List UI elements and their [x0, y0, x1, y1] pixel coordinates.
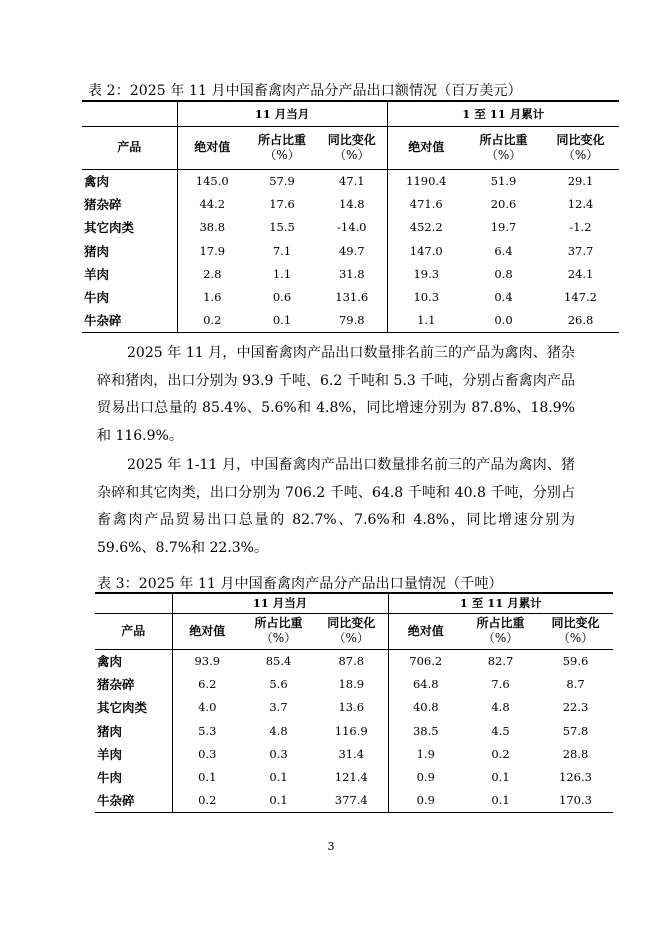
table-row: [82, 192, 619, 215]
value-cell: 64.8: [388, 672, 463, 695]
table-row: [95, 719, 613, 742]
table-row: [95, 672, 613, 695]
value-cell: 1.6: [177, 285, 247, 308]
value-cell: 0.8: [494, 266, 513, 281]
product-name-cell: 羊肉: [84, 266, 110, 282]
table2-col-share: 所占比重 （%）: [247, 126, 317, 169]
table2-col-yoy: 同比变化 （%）: [317, 126, 387, 169]
value-cell: 706.2: [388, 649, 463, 672]
value-cell: 2.8: [177, 262, 247, 285]
value-cell: 377.4: [315, 789, 388, 812]
table2-col-share-cum: 所占比重 （%）: [465, 126, 542, 169]
product-name-cell: 猪杂碎: [84, 196, 122, 212]
table3-col-yoy: 同比变化 （%）: [315, 613, 388, 649]
value-cell: 4.0: [172, 696, 242, 719]
value-cell: 40.8: [388, 696, 463, 719]
value-cell: 0.9: [388, 765, 463, 788]
table-row: [95, 742, 613, 765]
value-cell: 116.9: [334, 723, 368, 738]
table-row: [82, 239, 619, 262]
table2-col-abs-cum: 绝对值: [387, 126, 465, 169]
value-cell: -14.0: [337, 220, 367, 235]
value-cell: 29.1: [567, 173, 594, 188]
value-cell: 79.8: [317, 309, 387, 332]
value-cell: 37.7: [567, 243, 594, 258]
value-cell: 31.8: [338, 266, 365, 281]
value-cell: 19.7: [490, 220, 517, 235]
value-cell: 1.1: [387, 309, 465, 332]
value-cell: 1.1: [272, 266, 292, 281]
table3-col-abs: 绝对值: [172, 613, 242, 649]
value-cell: 170.3: [538, 789, 613, 812]
paragraph-2: 2025 年 1-11 月，中国畜禽肉产品出口数量排名前三的产品为禽肉、猪杂碎和其它肉类，出口分别为 706.2 千吨、64.8 千吨和 40.8 千吨，分别占畜禽肉产品贸易出口总量的 82.7%、7.6%和 4.8%，同比增速分别为 59.6%、8.7%和 22.3%。: [97, 457, 575, 556]
value-cell: 38.8: [177, 216, 247, 239]
value-cell: 0.9: [388, 789, 463, 812]
value-cell: 87.8: [338, 653, 365, 668]
value-cell: 59.6: [562, 653, 589, 668]
table3-col-product: 产品: [95, 613, 172, 649]
value-cell: 8.7: [566, 676, 585, 691]
table3-group-month: 11 月当月: [172, 593, 388, 613]
product-name-cell: 牛肉: [97, 770, 123, 786]
value-cell: 0.1: [491, 770, 510, 785]
paragraph-1: 2025 年 11 月，中国畜禽肉产品出口数量排名前三的产品为禽肉、猪杂碎和猪肉，出口分别为 93.9 千吨、6.2 千吨和 5.3 千吨，分别占畜禽肉产品贸易出口总量的 85.4%、5.6%和 4.8%，同比增速分别为 87.8%、18.9%和 116.9%。: [97, 345, 575, 444]
table3-col-share: 所占比重 （%）: [242, 613, 315, 649]
table2-export-value: [82, 100, 619, 333]
table-row: [82, 262, 619, 285]
value-cell: 51.9: [490, 173, 517, 188]
value-cell: 38.5: [388, 719, 463, 742]
value-cell: 7.6: [491, 676, 510, 691]
product-name-cell: 牛肉: [84, 290, 110, 306]
product-name-cell: 猪杂碎: [97, 676, 135, 692]
table3-group-cumulative: 1 至 11 月累计: [388, 593, 613, 613]
value-cell: 15.5: [269, 220, 295, 235]
product-name-cell: 禽肉: [97, 653, 123, 669]
value-cell: 3.7: [269, 700, 288, 715]
value-cell: 49.7: [338, 243, 365, 258]
table-row: [82, 169, 619, 192]
value-cell: 6.4: [494, 243, 513, 258]
table3-export-volume: [95, 592, 613, 813]
value-cell: 12.4: [567, 196, 594, 211]
value-cell: 0.1: [172, 765, 242, 788]
page-number: 3: [327, 840, 335, 853]
table2-group-month: 11 月当月: [177, 101, 387, 126]
value-cell: 147.2: [564, 290, 597, 305]
value-cell: 19.3: [387, 262, 465, 285]
table-row: [95, 696, 613, 719]
product-name-cell: 牛杂碎: [82, 309, 177, 332]
value-cell: 1190.4: [387, 169, 465, 192]
value-cell: 0.1: [242, 789, 315, 812]
value-cell: 57.8: [562, 723, 589, 738]
value-cell: 47.1: [338, 173, 365, 188]
product-name-cell: 其它肉类: [84, 220, 135, 236]
table2-col-yoy-cum: 同比变化 （%）: [542, 126, 619, 169]
table2-col-abs: 绝对值: [177, 126, 247, 169]
value-cell: 85.4: [265, 653, 292, 668]
product-name-cell: 其它肉类: [97, 700, 148, 716]
table-row: [82, 216, 619, 239]
value-cell: 5.3: [172, 719, 242, 742]
value-cell: -1.2: [569, 220, 592, 235]
table2-caption: 表 2：2025 年 11 月中国畜禽肉产品分产品出口额情况（百万美元）: [88, 83, 522, 99]
table3-col-abs-cum: 绝对值: [388, 613, 463, 649]
value-cell: 13.6: [338, 700, 365, 715]
value-cell: 44.2: [177, 192, 247, 215]
product-name-cell: 猪肉: [97, 723, 123, 739]
value-cell: 93.9: [172, 649, 242, 672]
value-cell: 20.6: [490, 196, 517, 211]
value-cell: 10.3: [387, 285, 465, 308]
value-cell: 0.2: [172, 789, 242, 812]
value-cell: 14.8: [338, 196, 365, 211]
value-cell: 0.6: [272, 290, 292, 305]
value-cell: 28.8: [562, 746, 589, 761]
value-cell: 0.0: [465, 309, 542, 332]
value-cell: 7.1: [272, 243, 292, 258]
table-row: [95, 765, 613, 788]
value-cell: 0.3: [172, 742, 242, 765]
value-cell: 0.1: [269, 770, 288, 785]
table-row: [95, 649, 613, 672]
product-name-cell: 猪肉: [84, 243, 110, 259]
value-cell: 0.4: [494, 290, 513, 305]
value-cell: 0.1: [247, 309, 317, 332]
value-cell: 452.2: [387, 216, 465, 239]
value-cell: 17.6: [269, 196, 295, 211]
table-row: [82, 309, 619, 332]
value-cell: 1.9: [388, 742, 463, 765]
table3-col-yoy-cum: 同比变化 （%）: [538, 613, 613, 649]
value-cell: 4.8: [491, 700, 510, 715]
value-cell: 4.5: [491, 723, 510, 738]
value-cell: 4.8: [269, 723, 288, 738]
value-cell: 0.2: [177, 309, 247, 332]
value-cell: 18.9: [338, 676, 365, 691]
table-row: [95, 789, 613, 812]
value-cell: 0.1: [463, 789, 538, 812]
value-cell: 22.3: [562, 700, 589, 715]
value-cell: 121.4: [334, 770, 368, 785]
value-cell: 0.3: [269, 746, 288, 761]
product-name-cell: 禽肉: [84, 173, 110, 189]
value-cell: 82.7: [487, 653, 514, 668]
table3-col-share-cum: 所占比重 （%）: [463, 613, 538, 649]
value-cell: 31.4: [338, 746, 365, 761]
value-cell: 145.0: [177, 169, 247, 192]
value-cell: 17.9: [177, 239, 247, 262]
value-cell: 471.6: [387, 192, 465, 215]
table2-col-product: 产品: [82, 126, 177, 169]
value-cell: 24.1: [567, 266, 594, 281]
value-cell: 57.9: [269, 173, 295, 188]
table2-group-cumulative: 1 至 11 月累计: [387, 101, 619, 126]
table-row: [82, 285, 619, 308]
table3-caption: 表 3：2025 年 11 月中国畜禽肉产品分产品出口量情况（千吨）: [97, 576, 503, 592]
product-name-cell: 牛杂碎: [95, 789, 172, 812]
value-cell: 0.2: [491, 746, 510, 761]
value-cell: 131.6: [335, 290, 369, 305]
product-name-cell: 羊肉: [97, 746, 123, 762]
value-cell: 26.8: [542, 309, 619, 332]
value-cell: 126.3: [559, 770, 592, 785]
value-cell: 6.2: [172, 672, 242, 695]
value-cell: 5.6: [269, 676, 288, 691]
value-cell: 147.0: [387, 239, 465, 262]
